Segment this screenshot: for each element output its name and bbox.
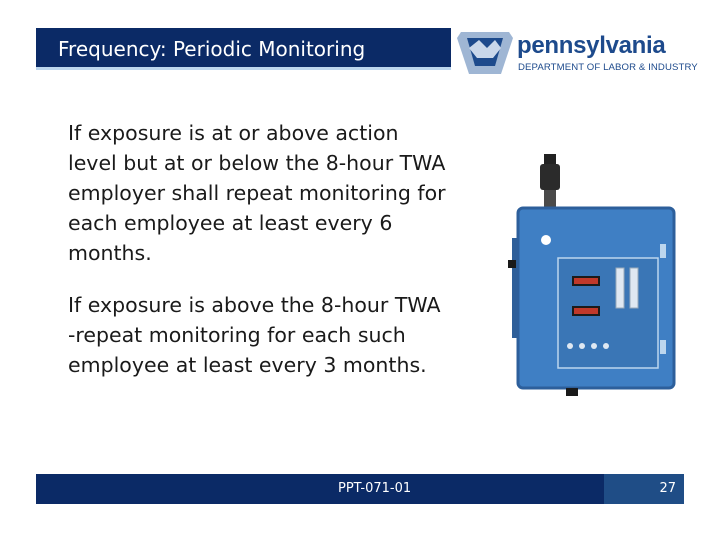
- paragraph-action-level: [68, 118, 446, 268]
- text-line: each employee at least every 6: [68, 211, 393, 235]
- logo-subtitle: DEPARTMENT OF LABOR & INDUSTRY: [518, 62, 698, 73]
- pennsylvania-logo: [455, 28, 698, 78]
- footer-page-box: [604, 474, 684, 504]
- text-line: employee at least every 3 months.: [68, 353, 427, 377]
- text-line: If exposure is at or above action: [68, 121, 399, 145]
- paragraph-above-twa: [68, 290, 441, 380]
- keystone-icon: [455, 28, 515, 76]
- logo-wordmark: pennsylvania: [517, 32, 666, 59]
- slide-footer: [36, 474, 684, 504]
- footer-course-code: PPT-071-01: [338, 481, 412, 496]
- text-line: months.: [68, 241, 152, 265]
- text-line: -repeat monitoring for each such: [68, 323, 406, 347]
- slide-title-bar: [36, 28, 451, 70]
- page-number: 27: [659, 481, 676, 496]
- text-line: If exposure is above the 8-hour TWA: [68, 293, 441, 317]
- slide-title: Frequency: Periodic Monitoring: [58, 37, 366, 61]
- text-line: level but at or below the 8-hour TWA: [68, 151, 446, 175]
- gas-monitor-device-image: [506, 150, 688, 400]
- text-line: employer shall repeat monitoring for: [68, 181, 446, 205]
